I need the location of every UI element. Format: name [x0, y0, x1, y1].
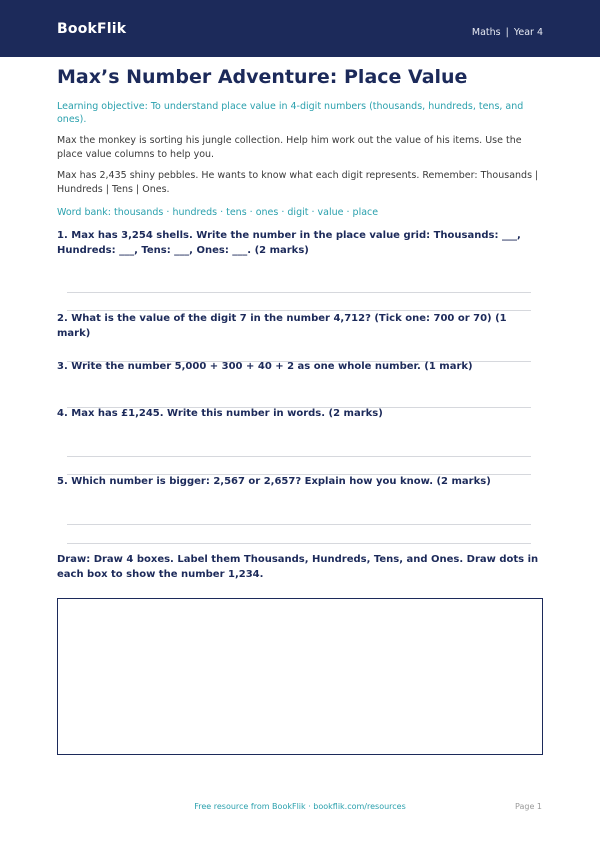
example-paragraph: Max has 2,435 shiny pebbles. He wants to know what each digit represents. Remember: Thousands | Hundreds | Tens | Ones.	[57, 170, 539, 195]
subject-label: Maths	[471, 27, 501, 38]
word-bank: Word bank: thousands · hundreds · tens · ones · digit · value · place	[57, 207, 379, 218]
year-label: Year 4	[513, 27, 543, 38]
brand-logo: BookFlik	[57, 21, 127, 37]
worksheet-intro	[57, 66, 543, 219]
question-1: 1. Max has 3,254 shells. Write the number in the place value grid: Thousands: ___, Hundreds: ___, Tens: ___, Ones: ___. (2 marks)	[57, 230, 521, 256]
footer-resource-link[interactable]: Free resource from BookFlik · bookflik.com/resources	[194, 802, 406, 811]
worksheet-title: Max’s Number Adventure: Place Value	[57, 66, 468, 88]
answer-line[interactable]	[67, 543, 531, 544]
question-3: 3. Write the number 5,000 + 300 + 40 + 2 as one whole number. (1 mark)	[57, 361, 473, 372]
answer-line[interactable]	[67, 456, 531, 457]
learning-objective: Learning objective: To understand place value in 4-digit numbers (thousands, hundreds, tens, and ones).	[57, 101, 524, 125]
question-4: 4. Max has £1,245. Write this number in words. (2 marks)	[57, 408, 383, 419]
intro-paragraph: Max the monkey is sorting his jungle collection. Help him work out the value of his items. Use the place value columns to help you.	[57, 135, 522, 160]
page-number: Page 1	[515, 802, 542, 811]
subject-year-label	[472, 27, 543, 38]
answer-line[interactable]	[67, 292, 531, 293]
drawing-box[interactable]	[57, 598, 543, 755]
header-separator: |	[505, 27, 509, 38]
question-2: 2. What is the value of the digit 7 in the number 4,712? (Tick one: 700 or 70) (1 mark)	[57, 313, 507, 339]
answer-line[interactable]	[67, 524, 531, 525]
draw-instruction: Draw: Draw 4 boxes. Label them Thousands, Hundreds, Tens, and Ones. Draw dots in each box to show the number 1,234.	[57, 554, 539, 580]
page-header	[0, 0, 600, 57]
question-5: 5. Which number is bigger: 2,567 or 2,657? Explain how you know. (2 marks)	[57, 476, 491, 487]
